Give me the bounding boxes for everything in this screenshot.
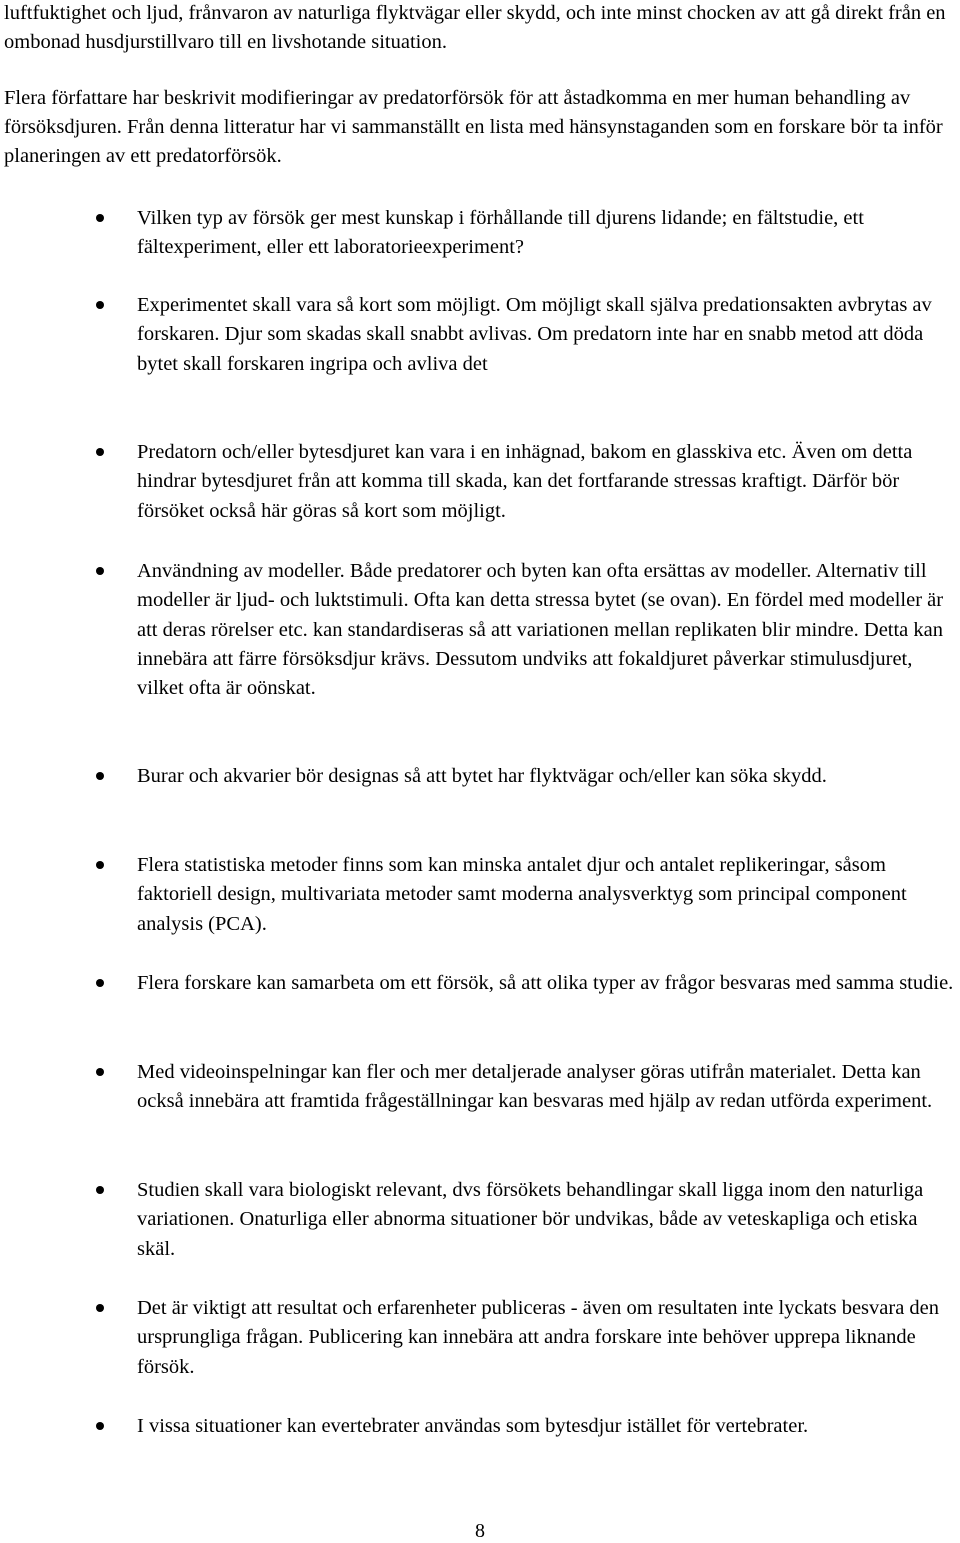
list-item-text: I vissa situationer kan evertebrater användas som bytesdjur istället för vertebrater. bbox=[137, 1415, 809, 1437]
list-item-text: Användning av modeller. Både predatorer och byten kan ofta ersättas av modeller. Alternativ till modeller är ljud- och luktstimuli. Ofta kan detta stressa bytet (se ovan). En fördel med modeller är att deras rörelser etc. kan standardiseras så att variationen mellan replikaten blir mindre. Detta kan innebära att färre försöksdjur krävs. Dessutom undviks att fokaldjuret påverkar stimulusdjuret, vilket ofta är oönskat. bbox=[137, 560, 944, 700]
bullet-icon bbox=[96, 214, 104, 222]
list-item-text: Predatorn och/eller bytesdjuret kan vara i en inhägnad, bakom en glasskiva etc. Även om detta hindrar bytesdjuret från att komma till skada, kan det fortfarande stressas kraftigt. Därför bör försöket också här göras så kort som möjligt. bbox=[137, 441, 913, 522]
list-item-text: Studien skall vara biologiskt relevant, dvs försökets behandlingar skall ligga inom den naturliga variationen. Onaturliga eller abnorma situationer bör undvikas, både av veteskapliga och etiska skäl. bbox=[137, 1179, 924, 1260]
list-item-text: Burar och akvarier bör designas så att bytet har flyktvägar och/eller kan söka skydd. bbox=[137, 765, 827, 787]
list-item-text: Experimentet skall vara så kort som möjligt. Om möjligt skall själva predationsakten avbrytas av forskaren. Djur som skadas skall snabbt avlivas. Om predatorn inte har en snabb metod att döda bytet skall forskaren ingripa och avliva det bbox=[137, 294, 932, 375]
page-number: 8 bbox=[475, 1520, 485, 1542]
list-item-text: Det är viktigt att resultat och erfarenheter publiceras - även om resultaten inte lyckats besvara den ursprungliga frågan. Publicering kan innebära att andra forskare inte behöver upprepa liknande försök. bbox=[137, 1297, 940, 1378]
intro-paragraph: Flera författare har beskrivit modifieringar av predatorförsök för att åstadkomma en mer human behandling av försöksdjuren. Från denna litteratur har vi sammanställt en lista med hänsynstaganden som en forskare bör ta inför planeringen av ett predatorförsök. bbox=[4, 87, 943, 167]
list-item-text: Flera forskare kan samarbeta om ett försök, så att olika typer av frågor besvaras med samma studie. bbox=[137, 972, 954, 994]
bullet-icon bbox=[96, 567, 104, 575]
bullet-icon bbox=[96, 861, 104, 869]
list-item-text: Vilken typ av försök ger mest kunskap i förhållande till djurens lidande; en fältstudie, ett fältexperiment, eller ett laboratorieexperiment? bbox=[137, 207, 864, 259]
bullet-icon bbox=[96, 1186, 104, 1194]
bullet-icon bbox=[96, 1422, 104, 1430]
list-item-text: Flera statistiska metoder finns som kan minska antalet djur och antalet replikeringar, såsom faktoriell design, multivariata metoder samt moderna analysverktyg som principal component analysis (PCA). bbox=[137, 854, 907, 935]
bullet-icon bbox=[96, 448, 104, 456]
bullet-icon bbox=[96, 772, 104, 780]
list-item-text: Med videoinspelningar kan fler och mer detaljerade analyser göras utifrån materialet. Detta kan också innebära att framtida frågeställningar kan besvaras med hjälp av redan utförda experiment. bbox=[137, 1061, 933, 1113]
bullet-icon bbox=[96, 301, 104, 309]
intro-paragraph-continued: luftfuktighet och ljud, frånvaron av naturliga flyktvägar eller skydd, och inte minst chocken av att gå direkt från en ombonad husdjurstillvaro till en livshotande situation. bbox=[4, 2, 946, 53]
bullet-icon bbox=[96, 1068, 104, 1076]
bullet-icon bbox=[96, 1304, 104, 1312]
bullet-icon bbox=[96, 979, 104, 987]
